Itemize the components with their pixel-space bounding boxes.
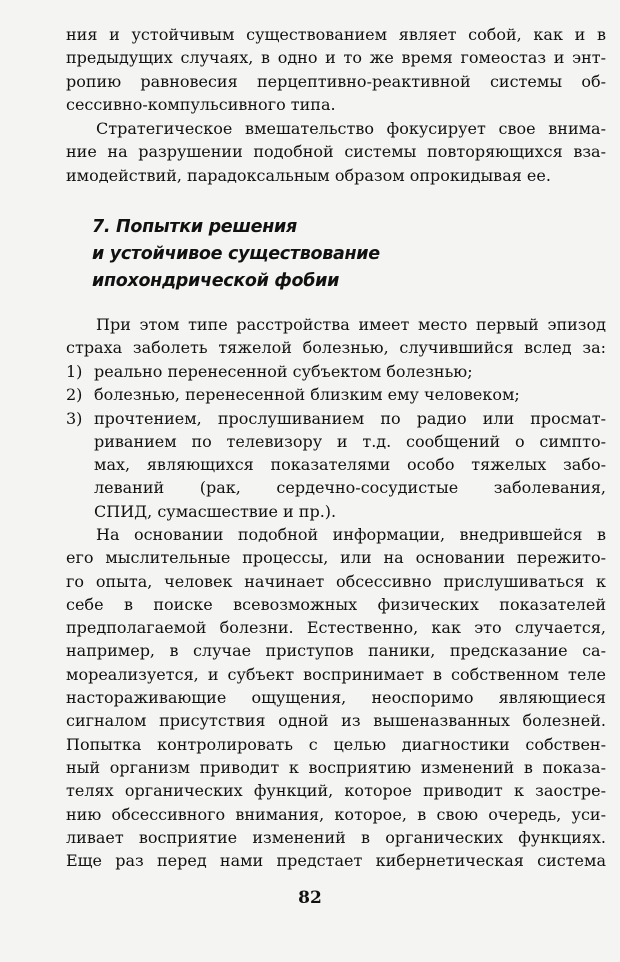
list-item	[66, 383, 606, 406]
text-line: сессивно-компульсивного типа.	[66, 94, 336, 114]
list-number: 2)	[66, 385, 83, 405]
text-line: риванием по телевизору и т.д. сообщений о симпто-	[94, 431, 606, 451]
heading-line: ипохондрической фобии	[92, 271, 340, 291]
heading-line: и устойчивое существование	[92, 244, 380, 264]
text-line: леваний (рак, сердечно-сосудистые заболевания,	[94, 478, 606, 498]
text-line: себе в поиске всевозможных физических показателей	[66, 594, 606, 614]
text-line: телях органических функций, которое приводит к заостре-	[66, 781, 606, 801]
page-number: 82	[298, 888, 322, 908]
paragraph-intro	[66, 313, 606, 360]
text-line: При этом типе расстройства имеет место первый эпизод	[96, 315, 606, 334]
text-line: СПИД, сумасшествие и пр.).	[94, 501, 337, 521]
text-line: болезнью, перенесенной близким ему человеком;	[94, 385, 520, 405]
text-line: например, в случае приступов паники, предсказание са-	[66, 641, 606, 661]
numbered-list	[66, 360, 606, 523]
text-line: настораживающие ощущения, неоспоримо являющиеся	[66, 688, 606, 708]
text-line: На основании подобной информации, внедрившейся в	[96, 525, 606, 544]
text-line: мах, являющихся показателями особо тяжелых забо-	[94, 455, 606, 475]
text-line: Стратегическое вмешательство фокусирует свое внима-	[96, 119, 606, 138]
text-line: ропию равновесия перцептивно-реактивной системы об-	[66, 71, 606, 91]
text-line: предполагаемой болезни. Естественно, как это случается,	[66, 618, 606, 638]
text-line: ливает восприятие изменений в органических функциях.	[66, 827, 606, 847]
text-line: прочтением, прослушиванием по радио или просмат-	[94, 408, 606, 428]
text-line: нию обсессивного внимания, которое, в свою очередь, уси-	[66, 804, 606, 824]
list-number: 3)	[66, 408, 83, 428]
text-line: реально перенесенной субъектом болезнью;	[94, 362, 473, 381]
text-line: ный организм приводит к восприятию изменений в показа-	[66, 757, 606, 777]
text-line: ния и устойчивым существованием являет собой, как и в	[66, 25, 606, 44]
text-line: страха заболеть тяжелой болезнью, случившийся вслед за:	[66, 338, 606, 358]
list-item	[66, 407, 606, 523]
paragraph-main	[66, 523, 606, 872]
heading-line: 7. Попытки решения	[92, 217, 297, 237]
list-number: 1)	[66, 362, 83, 381]
text-line: ние на разрушении подобной системы повторяющихся вза-	[66, 142, 606, 162]
list-item	[66, 360, 606, 383]
text-line: имодействий, парадоксальным образом опрокидывая ее.	[66, 165, 551, 185]
text-line: Попытка контролировать с целью диагностики собствен-	[66, 734, 606, 754]
text-line: его мыслительные процессы, или на основании пережито-	[66, 548, 606, 568]
text-line: Еще раз перед нами предстает кибернетическая система	[66, 851, 606, 871]
section-heading	[92, 214, 422, 295]
paragraph-continuation	[66, 23, 606, 116]
text-line: сигналом присутствия одной из вышеназванных болезней.	[66, 711, 606, 731]
text-line: го опыта, человек начинает обсессивно прислушиваться к	[66, 571, 606, 591]
paragraph-strategy	[66, 117, 606, 187]
text-line: предыдущих случаях, в одно и то же время гомеостаз и энт-	[66, 48, 606, 68]
text-line: мореализуется, и субъект воспринимает в собственном теле	[66, 664, 606, 684]
